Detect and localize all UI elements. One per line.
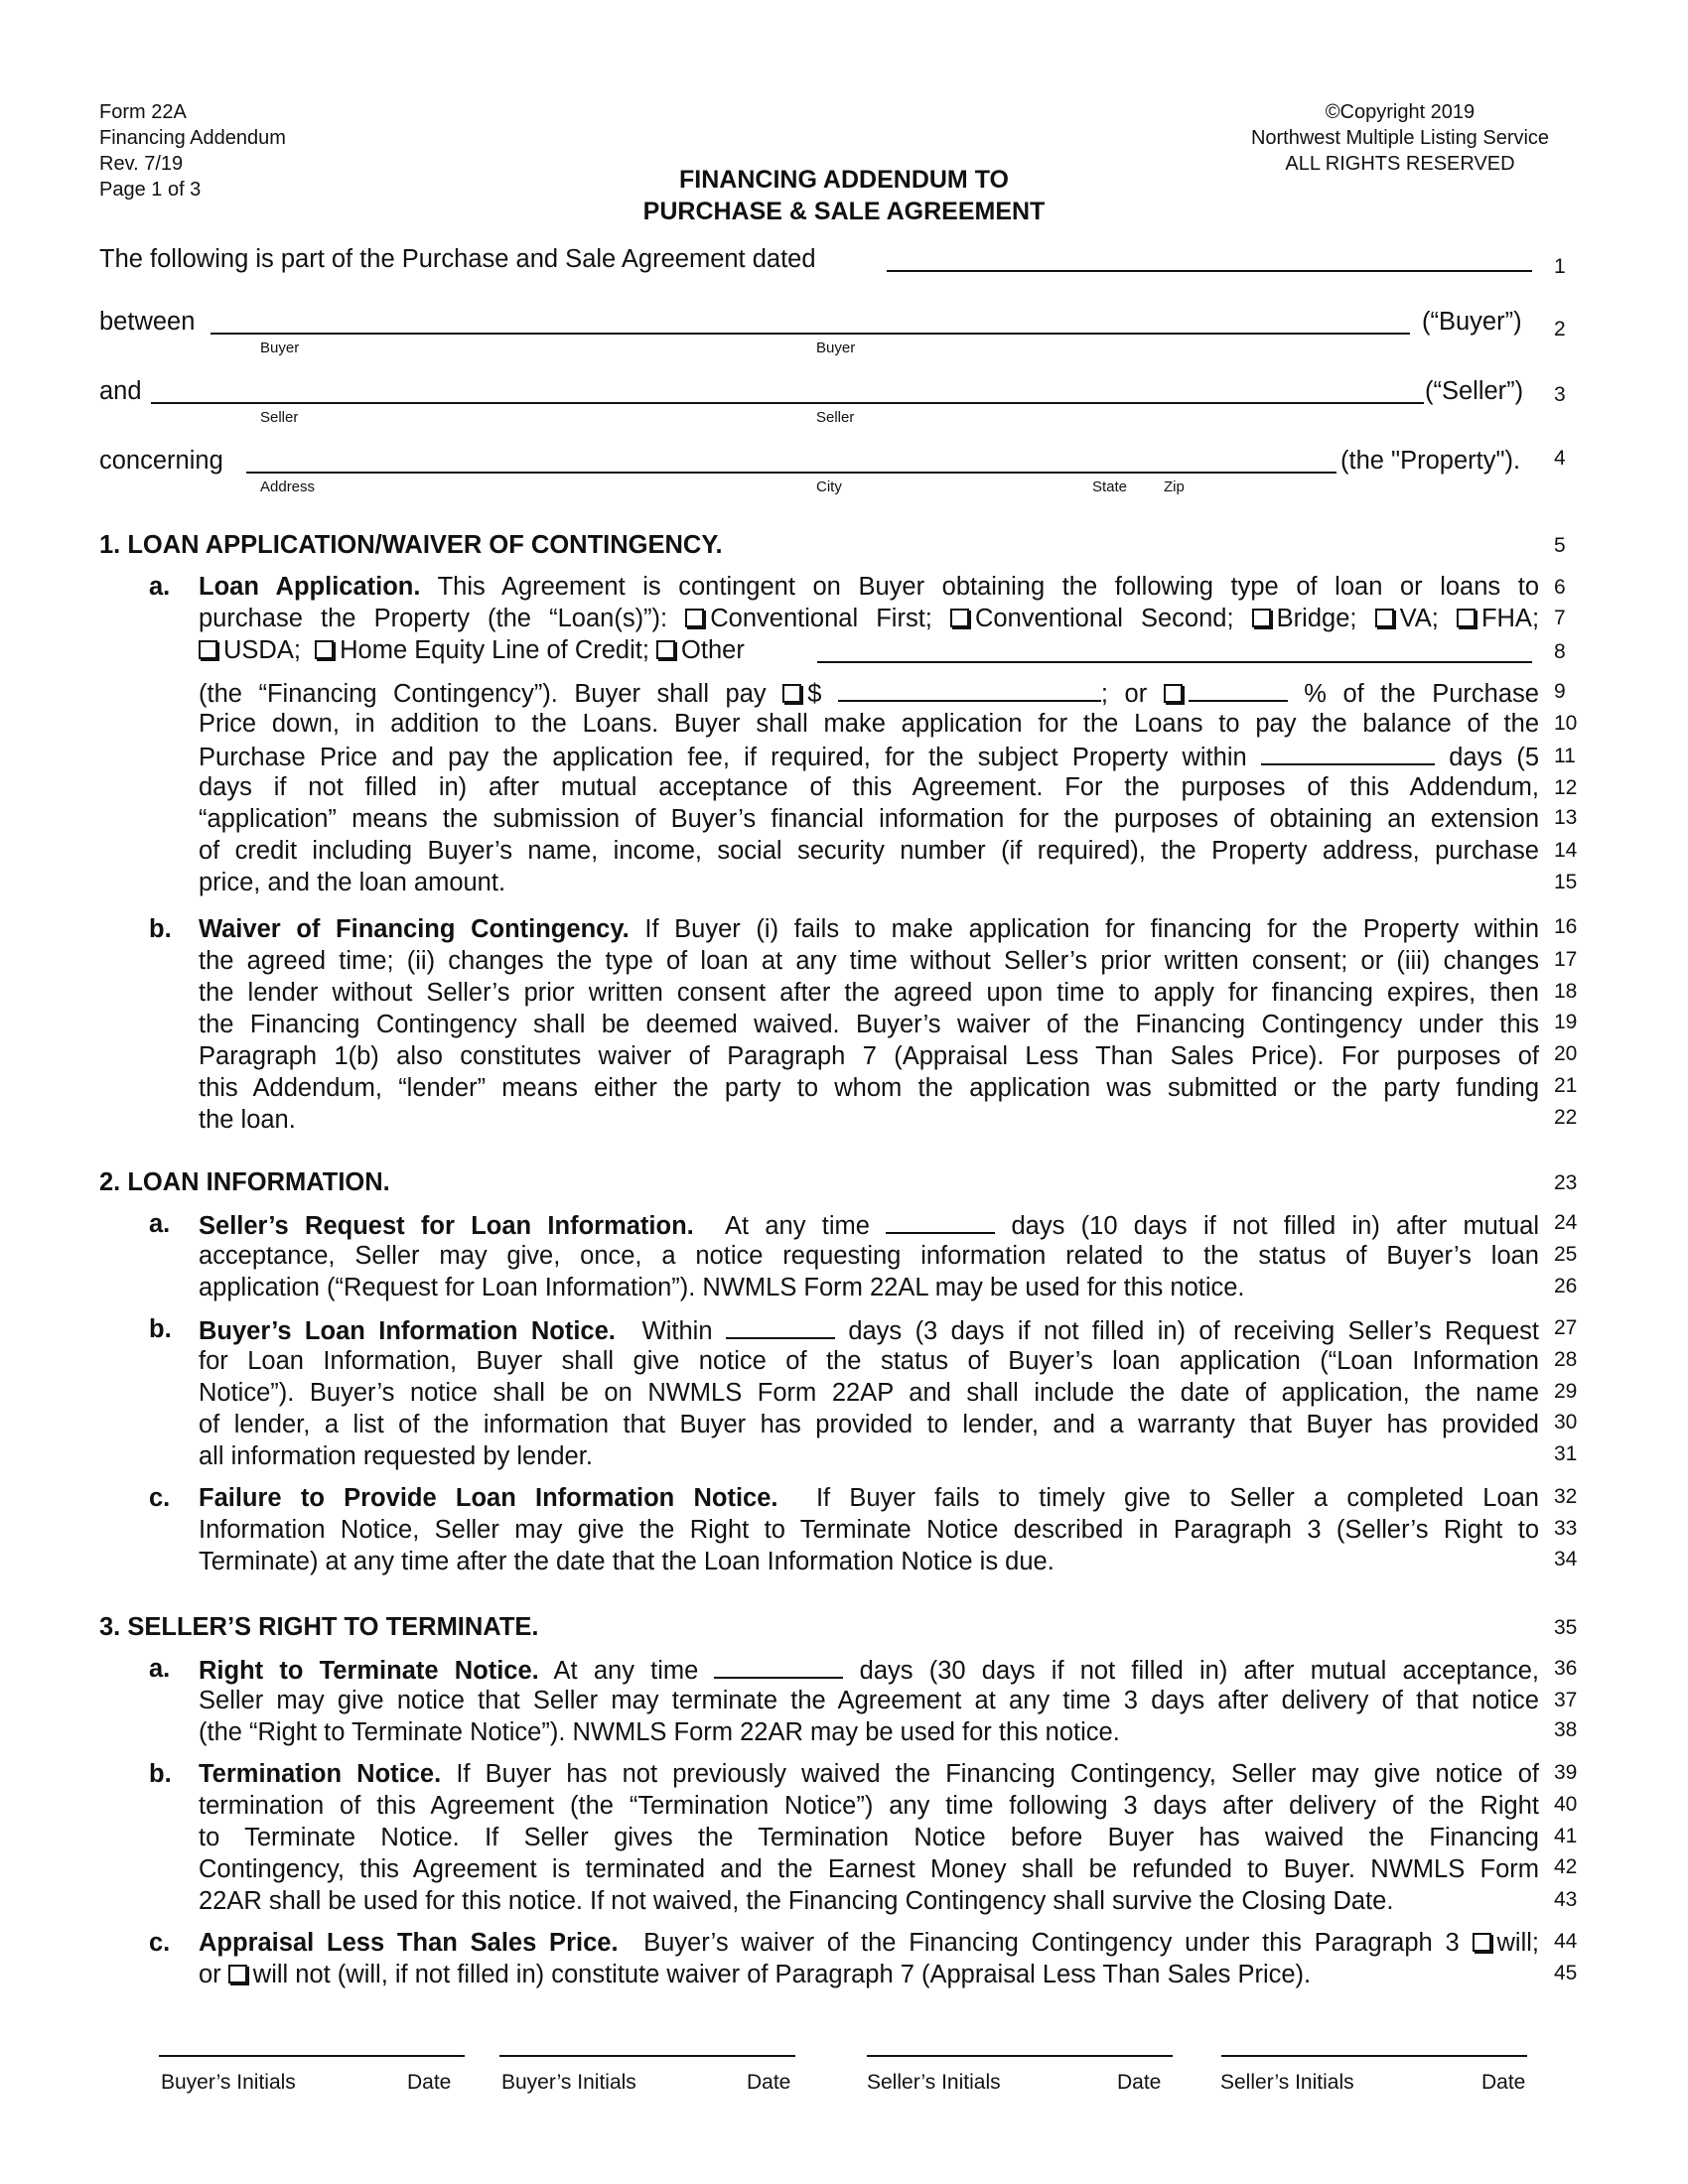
line-number: 17 [1554, 948, 1578, 971]
form-name: Financing Addendum [99, 127, 286, 149]
checkbox-down-percent[interactable] [1164, 680, 1189, 708]
checkbox-icon [1457, 609, 1476, 627]
item-1a-line-1: Loan Application. This Agreement is contingent on Buyer obtaining the following type of loan or loans to [199, 573, 1540, 601]
checkbox-icon [199, 640, 217, 659]
agreement-date-field[interactable] [887, 270, 1532, 272]
item-1b-line-4: the Financing Contingency shall be deemed waived. Buyer’s waiver of the Financing Contingency under this [199, 1011, 1539, 1038]
buyer-date-label-2: Date [747, 2071, 791, 2094]
checkbox-conventional-first[interactable]: Conventional First; [685, 605, 932, 632]
page-title: FINANCING ADDENDUM TO PURCHASE & SALE AGREEMENT [642, 166, 1046, 225]
seller-names-field[interactable] [151, 402, 1424, 404]
line-number: 41 [1554, 1825, 1578, 1847]
item-1a-label: a. [149, 573, 171, 601]
line-number: 13 [1554, 806, 1578, 829]
line-number: 31 [1554, 1442, 1578, 1465]
line-number: 10 [1554, 712, 1578, 735]
form-info [99, 99, 286, 203]
buyer-names-field[interactable] [211, 333, 1410, 335]
sub-zip: Zip [1164, 478, 1185, 495]
line-number: 20 [1554, 1042, 1578, 1065]
item-1b-line-3: the lender without Seller’s prior written consent after the agreed upon time to apply for financing expires, then [199, 979, 1539, 1007]
item-1a-line-9: of credit including Buyer’s name, income, social security number (if required), the Property address, purchase [199, 837, 1539, 865]
form-revision: Rev. 7/19 [99, 153, 184, 175]
item-1a-line-5: Price down, in addition to the Loans. Buyer shall make application for the Loans to pay the balance of the [199, 710, 1539, 738]
seller-tag: (“Seller”) [1425, 377, 1524, 405]
form-number: Form 22A [99, 101, 187, 123]
line-number: 15 [1554, 871, 1578, 893]
checkbox-icon [228, 1965, 247, 1983]
line-number: 32 [1554, 1485, 1578, 1508]
item-1b-line-7: the loan. [199, 1106, 296, 1134]
checkbox-other[interactable]: Other [656, 636, 745, 664]
agreement-date-line: The following is part of the Purchase and Sale Agreement dated [99, 245, 816, 273]
loan-type-options-line-2 [199, 634, 745, 666]
item-1b-line-2: the agreed time; (ii) changes the type of loan at any time without Seller’s prior written consent; or (iii) changes [199, 947, 1539, 975]
line-number: 2 [1554, 318, 1566, 341]
section-2-heading: 2. LOAN INFORMATION. [99, 1168, 390, 1196]
copyright: ©Copyright 2019 [1325, 101, 1476, 123]
line-number: 14 [1554, 839, 1578, 862]
item-3b-label: b. [149, 1760, 172, 1788]
item-2c-line-3: Terminate) at any time after the date that the Loan Information Notice is due. [199, 1548, 1055, 1575]
sub-buyer-2: Buyer [816, 340, 856, 356]
concerning-label: concerning [99, 447, 223, 475]
down-payment-percent-field[interactable] [1189, 676, 1288, 702]
checkbox-conventional-second[interactable]: Conventional Second; [950, 605, 1234, 632]
loan-type-options-line-1: purchase the Property (the “Loan(s)”): Conventional First; Conventional Second; Bridge; VA; FHA; [199, 605, 1540, 632]
line-number: 12 [1554, 776, 1578, 799]
checkbox-icon [1164, 684, 1183, 703]
line-number: 4 [1554, 447, 1566, 470]
buyer-date-label-1: Date [407, 2071, 452, 2094]
checkbox-icon [1252, 609, 1271, 627]
item-1b-label: b. [149, 915, 172, 943]
seller-initials-label-1: Seller’s Initials [867, 2071, 1001, 2094]
line-number: 30 [1554, 1411, 1578, 1433]
item-3b-line-1: Termination Notice. If Buyer has not previously waived the Financing Contingency, Seller may give notice of [199, 1760, 1539, 1788]
item-2a-line-3: application (“Request for Loan Information”). NWMLS Form 22AL may be used for this notice. [199, 1274, 1245, 1301]
line-number: 45 [1554, 1962, 1578, 1984]
line-number: 29 [1554, 1380, 1578, 1403]
line-number: 24 [1554, 1211, 1578, 1234]
item-3c-line-2: or will not (will, if not filled in) constitute waiver of Paragraph 7 (Appraisal Less Than Sales Price). [199, 1961, 1312, 1988]
buyer-initials-label-1: Buyer’s Initials [161, 2071, 296, 2094]
checkbox-icon [685, 609, 704, 627]
item-3b-line-4: Contingency, this Agreement is terminated and the Earnest Money shall be refunded to Buyer. NWMLS Form [199, 1855, 1539, 1883]
line-number: 5 [1554, 534, 1566, 557]
line-number: 39 [1554, 1761, 1578, 1784]
line-number: 23 [1554, 1171, 1578, 1194]
sub-seller-2: Seller [816, 409, 855, 426]
line-number: 35 [1554, 1616, 1578, 1639]
copyright-block [1192, 99, 1609, 177]
checkbox-usda[interactable]: USDA; [199, 636, 301, 664]
section-1-heading: 1. LOAN APPLICATION/WAIVER OF CONTINGENCY. [99, 531, 723, 559]
item-2b-line-2: for Loan Information, Buyer shall give notice of the status of Buyer’s loan application (“Loan Information [199, 1347, 1539, 1375]
line-number: 33 [1554, 1517, 1578, 1540]
item-2c-line-1: Failure to Provide Loan Information Notice. If Buyer fails to timely give to Seller a completed Loan [199, 1484, 1539, 1512]
rights-reserved: ALL RIGHTS RESERVED [1285, 153, 1515, 175]
item-1a-line-6: Purchase Price and pay the application fee, if required, for the subject Property within days (5 [199, 740, 1539, 773]
item-1b-line-5: Paragraph 1(b) also constitutes waiver of Paragraph 7 (Appraisal Less Than Sales Price). For purposes of [199, 1042, 1539, 1070]
checkbox-bridge[interactable]: Bridge; [1252, 605, 1357, 632]
line-number: 40 [1554, 1793, 1578, 1816]
checkbox-icon [315, 640, 334, 659]
line-number: 28 [1554, 1348, 1578, 1371]
loan-info-request-days-field[interactable] [886, 1208, 995, 1234]
item-2c-label: c. [149, 1484, 171, 1512]
line-number: 37 [1554, 1689, 1578, 1711]
section-3-heading: 3. SELLER’S RIGHT TO TERMINATE. [99, 1613, 539, 1641]
sub-address: Address [260, 478, 316, 495]
line-number: 38 [1554, 1718, 1578, 1741]
line-number: 16 [1554, 915, 1578, 938]
line-number: 8 [1554, 640, 1566, 663]
seller-initials-line-2[interactable] [1221, 2055, 1527, 2057]
checkbox-icon [1375, 609, 1394, 627]
item-3b-line-2: termination of this Agreement (the “Termination Notice”) any time following 3 days after delivery of the Right [199, 1792, 1539, 1820]
line-number: 44 [1554, 1930, 1578, 1953]
checkbox-will-not[interactable] [228, 1961, 253, 1988]
item-3b-line-5: 22AR shall be used for this notice. If not waived, the Financing Contingency shall survive the Closing Date. [199, 1887, 1394, 1915]
line-number: 34 [1554, 1548, 1578, 1570]
application-days-field[interactable] [1261, 740, 1435, 765]
line-number: 21 [1554, 1074, 1578, 1097]
line-number: 25 [1554, 1243, 1578, 1266]
item-1b-line-6: this Addendum, “lender” means either the party to whom the application was submitted or the party funding [199, 1074, 1539, 1102]
item-2b-line-1: Buyer’s Loan Information Notice. Within days (3 days if not filled in) of receiving Seller’s Request [199, 1313, 1539, 1347]
checkbox-icon [782, 684, 801, 703]
seller-initials-line-1[interactable] [867, 2055, 1173, 2057]
item-1a-line-8: “application” means the submission of Buyer’s financial information for the purposes of obtaining an extension [199, 805, 1539, 833]
line-number: 1 [1554, 255, 1566, 278]
item-2a-line-1: Seller’s Request for Loan Information. At any time days (10 days if not filled in) after mutual [199, 1208, 1539, 1242]
checkbox-icon [656, 640, 675, 659]
checkbox-va[interactable]: VA; [1375, 605, 1439, 632]
item-2b-line-3: Notice”). Buyer’s notice shall be on NWMLS Form 22AP and shall include the date of application, the name [199, 1379, 1539, 1407]
buyer-initials-line-2[interactable] [499, 2055, 795, 2057]
line-number: 9 [1554, 680, 1566, 703]
and-label: and [99, 377, 142, 405]
checkbox-icon [1473, 1933, 1491, 1952]
sub-buyer-1: Buyer [260, 340, 300, 356]
item-2b-line-5: all information requested by lender. [199, 1442, 593, 1470]
checkbox-heloc[interactable]: Home Equity Line of Credit; [315, 636, 649, 664]
item-3a-line-1: Right to Terminate Notice. At any time days (30 days if not filled in) after mutual acceptance, [199, 1653, 1539, 1687]
loan-info-notice-days-field[interactable] [726, 1313, 835, 1339]
line-number: 18 [1554, 980, 1578, 1003]
other-loan-type-field[interactable] [817, 661, 1532, 663]
sub-state: State [1092, 478, 1128, 495]
property-address-field[interactable] [246, 472, 1336, 474]
line-number: 43 [1554, 1888, 1578, 1911]
seller-initials-label-2: Seller’s Initials [1220, 2071, 1354, 2094]
buyer-initials-line-1[interactable] [159, 2055, 465, 2057]
down-payment-amount-field[interactable] [838, 676, 1101, 702]
item-2c-line-2: Information Notice, Seller may give the Right to Terminate Notice described in Paragraph 3 (Seller’s Right to [199, 1516, 1539, 1544]
line-number: 22 [1554, 1106, 1578, 1129]
item-3a-line-3: (the “Right to Terminate Notice”). NWMLS Form 22AR may be used for this notice. [199, 1718, 1120, 1746]
item-1a-line-4: (the “Financing Contingency”). Buyer shall pay $ ; or % of the Purchase [199, 676, 1539, 710]
line-number: 19 [1554, 1011, 1578, 1033]
item-3a-line-2: Seller may give notice that Seller may terminate the Agreement at any time 3 days after delivery of that notice [199, 1687, 1539, 1714]
line-number: 26 [1554, 1275, 1578, 1297]
buyer-tag: (“Buyer”) [1422, 308, 1522, 336]
checkbox-will[interactable]: will; [1473, 1929, 1540, 1957]
page-number: Page 1 of 3 [99, 179, 202, 201]
item-3c-label: c. [149, 1929, 171, 1957]
item-1a-line-10: price, and the loan amount. [199, 869, 506, 896]
line-number: 36 [1554, 1657, 1578, 1680]
seller-date-label-1: Date [1117, 2071, 1162, 2094]
line-number: 42 [1554, 1855, 1578, 1878]
line-number: 11 [1554, 745, 1576, 767]
right-to-terminate-days-field[interactable] [714, 1653, 843, 1679]
item-2a-label: a. [149, 1210, 171, 1238]
line-number: 27 [1554, 1316, 1578, 1339]
organization: Northwest Multiple Listing Service [1250, 127, 1550, 149]
between-label: between [99, 308, 196, 336]
item-1b-line-1: Waiver of Financing Contingency. If Buyer (i) fails to make application for financing for the Property within [199, 915, 1539, 943]
sub-city: City [816, 478, 842, 495]
property-tag: (the "Property"). [1340, 447, 1521, 475]
line-number: 6 [1554, 576, 1566, 599]
item-2a-line-2: acceptance, Seller may give, once, a notice requesting information related to the status of Buyer’s loan [199, 1242, 1539, 1270]
item-3a-label: a. [149, 1655, 171, 1683]
item-2b-label: b. [149, 1315, 172, 1343]
sub-seller-1: Seller [260, 409, 299, 426]
checkbox-fha[interactable]: FHA; [1457, 605, 1539, 632]
line-number: 3 [1554, 383, 1566, 406]
checkbox-icon [950, 609, 969, 627]
item-3b-line-3: to Terminate Notice. If Seller gives the Termination Notice before Buyer has waived the Financing [199, 1824, 1539, 1851]
checkbox-down-amount[interactable]: $ [782, 680, 821, 708]
seller-date-label-2: Date [1481, 2071, 1526, 2094]
item-2b-line-4: of lender, a list of the information that Buyer has provided to lender, and a warranty that Buyer has provided [199, 1411, 1539, 1438]
line-number: 7 [1554, 607, 1566, 629]
item-3c-line-1: Appraisal Less Than Sales Price. Buyer’s waiver of the Financing Contingency under this Paragraph 3 will; [199, 1929, 1539, 1957]
buyer-initials-label-2: Buyer’s Initials [501, 2071, 636, 2094]
item-1a-line-7: days if not filled in) after mutual acceptance of this Agreement. For the purposes of this Addendum, [199, 773, 1539, 801]
